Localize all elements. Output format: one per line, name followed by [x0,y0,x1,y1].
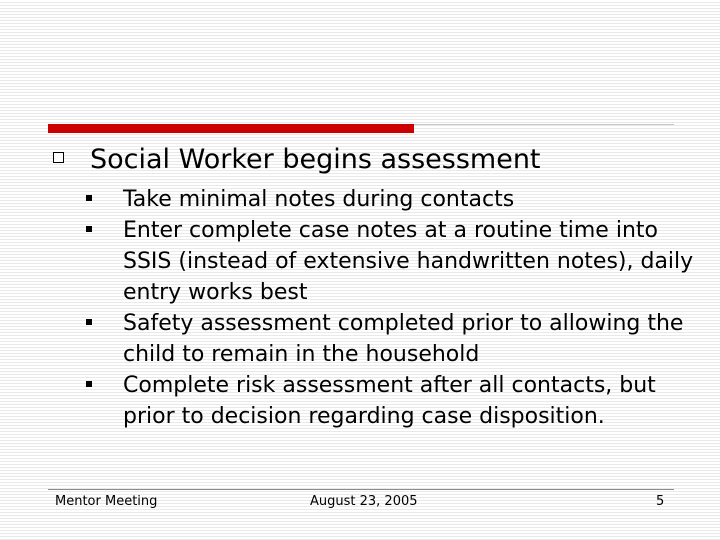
sub-bullet-text: Complete risk assessment after all contacts, but prior to decision regarding case disposition. [123,373,656,429]
filled-square-bullet-icon [86,319,92,325]
sub-bullet-list [123,184,703,432]
filled-square-bullet-icon [86,381,92,387]
list-item [123,370,703,432]
filled-square-bullet-icon [86,226,92,232]
sub-bullet-text: Safety assessment completed prior to allowing the child to remain in the household [123,311,684,367]
title-accent-bar [48,124,414,133]
main-bullet-text: Social Worker begins assessment [90,144,541,175]
title-divider-line [414,124,674,125]
footer-meeting-name: Mentor Meeting [55,494,158,509]
page-number: 5 [656,494,665,509]
sub-bullet-text: Enter complete case notes at a routine time into SSIS (instead of extensive handwritten notes), daily entry works best [123,218,694,305]
filled-square-bullet-icon [86,195,92,201]
list-item [123,215,703,308]
footer-divider-line [48,489,674,490]
footer-date: August 23, 2005 [310,494,418,509]
list-item [123,184,703,215]
list-item [123,308,703,370]
hollow-square-bullet-icon [53,152,64,163]
sub-bullet-text: Take minimal notes during contacts [123,187,515,212]
